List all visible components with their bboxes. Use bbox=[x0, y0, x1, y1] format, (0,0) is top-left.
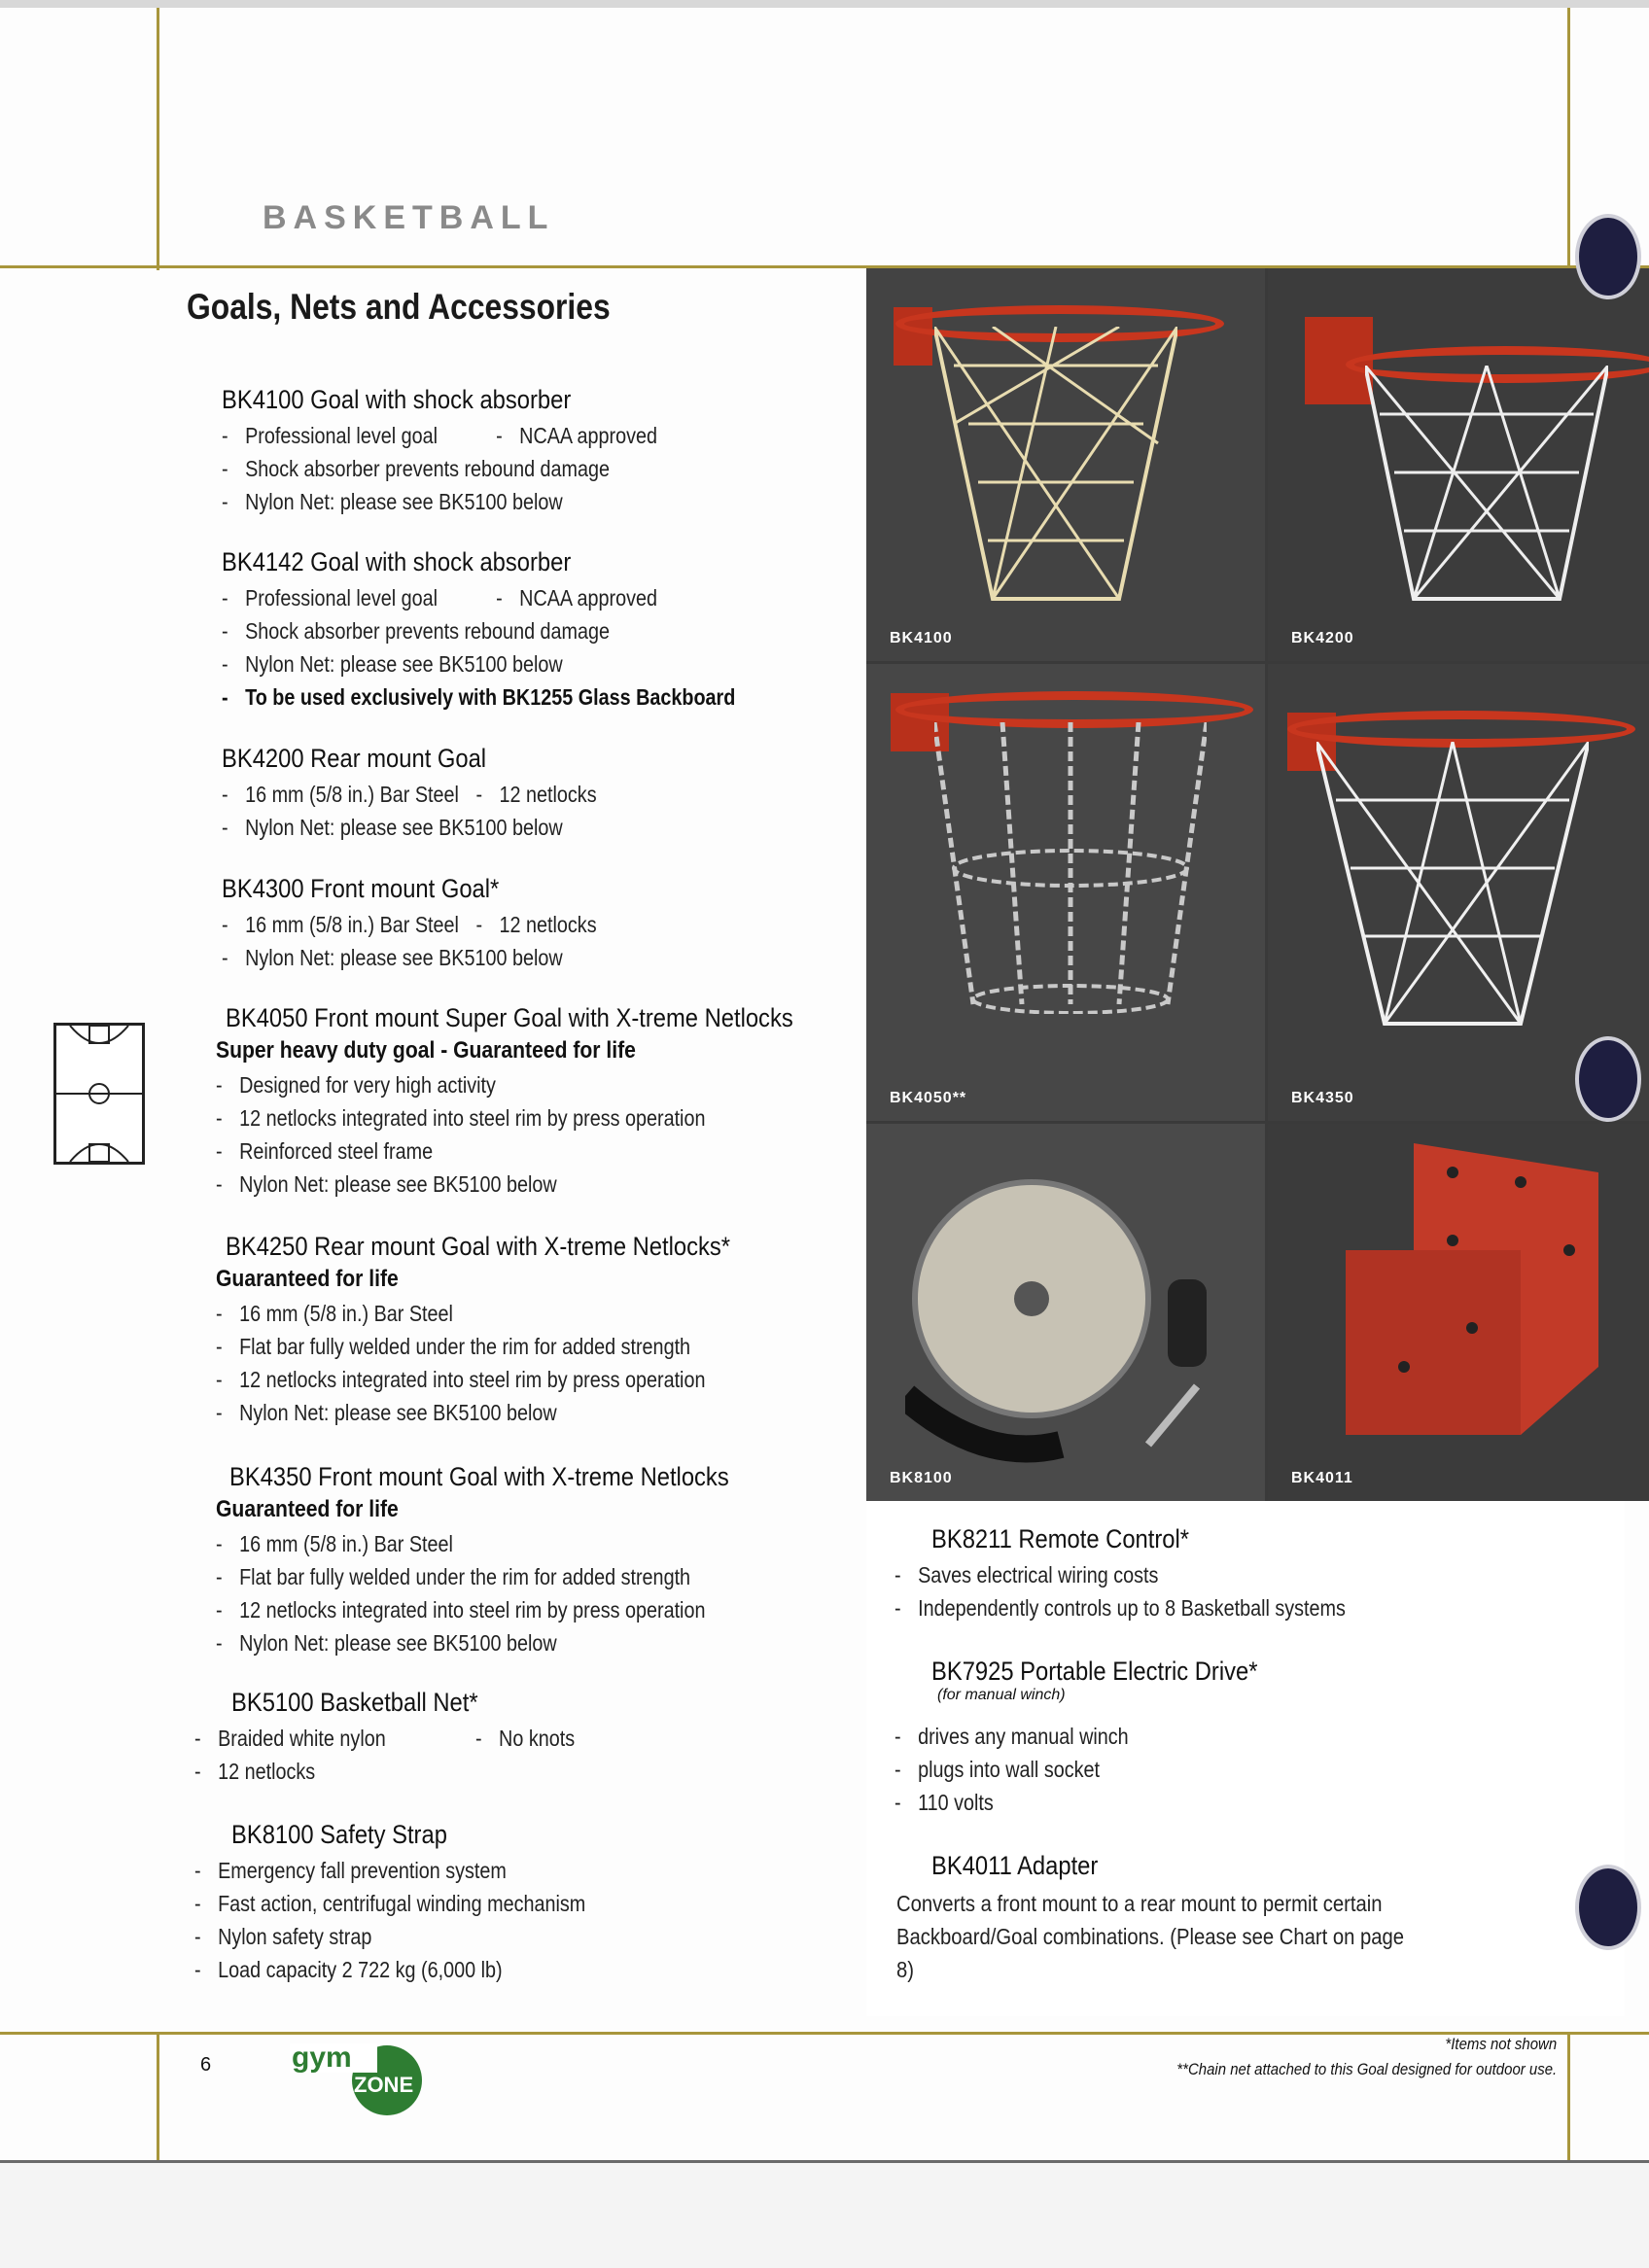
bullet: - Braided white nylon - No knots bbox=[194, 1726, 576, 1751]
product-title: BK4200 Rear mount Goal bbox=[222, 744, 487, 773]
product-bk4350 bbox=[216, 1462, 797, 1659]
bullet: - Nylon Net: please see BK5100 below bbox=[216, 1400, 557, 1425]
bullet: - Nylon Net: please see BK5100 below bbox=[216, 1630, 557, 1656]
chain-net-icon bbox=[934, 722, 1207, 1014]
gold-rule-left-top bbox=[157, 8, 159, 270]
scan-edge bbox=[0, 0, 1649, 8]
bullet: - Nylon Net: please see BK5100 below bbox=[222, 651, 563, 677]
bullet: - 12 netlocks integrated into steel rim by press operation bbox=[216, 1105, 706, 1131]
photo-bk8100 bbox=[866, 1124, 1265, 1501]
product-photo-grid bbox=[866, 268, 1649, 1501]
bullet: - Emergency fall prevention system bbox=[194, 1858, 507, 1883]
footnote-items-not-shown: *Items not shown bbox=[1445, 2035, 1557, 2053]
bullet: - To be used exclusively with BK1255 Glass Backboard bbox=[222, 684, 736, 710]
bullet: - 12 netlocks integrated into steel rim by press operation bbox=[216, 1367, 706, 1392]
bullet: - Fast action, centrifugal winding mechanism bbox=[194, 1891, 586, 1916]
gold-rule-right-bottom bbox=[1567, 2034, 1570, 2160]
page-number: 6 bbox=[200, 2054, 212, 2076]
product-bk4050 bbox=[216, 1003, 870, 1201]
product-title: BK4300 Front mount Goal* bbox=[222, 874, 500, 903]
bullet: - Saves electrical wiring costs bbox=[895, 1562, 1159, 1588]
product-subtitle: Super heavy duty goal - Guaranteed for life bbox=[216, 1037, 636, 1064]
product-subtitle: Guaranteed for life bbox=[216, 1266, 399, 1292]
bullet: - Reinforced steel frame bbox=[216, 1138, 434, 1164]
logo-text-bottom: ZONE bbox=[354, 2073, 414, 2097]
bullet: - 16 mm (5/8 in.) Bar Steel bbox=[216, 1531, 453, 1556]
product-bk7925 bbox=[895, 1657, 1302, 1819]
bullet: - Nylon Net: please see BK5100 below bbox=[216, 1171, 557, 1197]
section-title: BASKETBALL bbox=[263, 199, 555, 236]
product-bk4200 bbox=[222, 744, 618, 844]
product-title: BK5100 Basketball Net* bbox=[231, 1688, 478, 1717]
product-subtitle: Guaranteed for life bbox=[216, 1496, 399, 1522]
photo-caption: BK4200 bbox=[1291, 630, 1354, 646]
photo-caption: BK4011 bbox=[1291, 1470, 1353, 1486]
bullet: - 16 mm (5/8 in.) Bar Steel - 12 netlocks bbox=[222, 912, 597, 937]
product-bk4300 bbox=[222, 874, 618, 974]
product-title: BK4011 Adapter bbox=[931, 1851, 1099, 1880]
binder-hole bbox=[1575, 214, 1641, 299]
product-description: Converts a front mount to a rear mount to permit certain Backboard/Goal combinations. (Please see Chart on page 8) bbox=[896, 1891, 1405, 1982]
product-bk8211 bbox=[895, 1524, 1419, 1624]
photo-bk4100 bbox=[866, 268, 1265, 661]
product-title: BK4350 Front mount Goal with X-treme Netlocks bbox=[229, 1462, 729, 1491]
gold-rule-right-top bbox=[1567, 8, 1570, 270]
product-note: (for manual winch) bbox=[937, 1687, 1066, 1703]
basketball-court-icon bbox=[53, 1023, 145, 1165]
photo-bk4050 bbox=[866, 664, 1265, 1121]
bullet: - Load capacity 2 722 kg (6,000 lb) bbox=[194, 1957, 503, 1982]
bullet: - Flat bar fully welded under the rim for added strength bbox=[216, 1334, 691, 1359]
gold-rule-left-bottom bbox=[157, 2034, 159, 2160]
bullet: - 12 netlocks bbox=[194, 1759, 316, 1784]
bullet: - 16 mm (5/8 in.) Bar Steel bbox=[216, 1301, 453, 1326]
bullet: - 16 mm (5/8 in.) Bar Steel - 12 netlocks bbox=[222, 782, 597, 807]
photo-bk4011 bbox=[1268, 1124, 1649, 1501]
binder-hole bbox=[1575, 1036, 1641, 1122]
product-bk8100 bbox=[194, 1820, 649, 1986]
page-heading: Goals, Nets and Accessories bbox=[187, 287, 611, 327]
photo-caption: BK4100 bbox=[890, 630, 953, 646]
product-title: BK4142 Goal with shock absorber bbox=[222, 547, 572, 576]
net-icon bbox=[934, 327, 1177, 609]
bullet: - Nylon Net: please see BK5100 below bbox=[222, 489, 563, 514]
product-title: BK8100 Safety Strap bbox=[231, 1820, 447, 1849]
bullet: - Flat bar fully welded under the rim for added strength bbox=[216, 1564, 691, 1589]
product-bk5100 bbox=[194, 1688, 576, 1788]
product-title: BK4050 Front mount Super Goal with X-treme Netlocks bbox=[226, 1003, 793, 1032]
footer-notes bbox=[1176, 2032, 1557, 2082]
bullet: - Nylon Net: please see BK5100 below bbox=[222, 815, 563, 840]
product-bk4011 bbox=[896, 1851, 1480, 1986]
bullet: - Designed for very high activity bbox=[216, 1072, 496, 1098]
adapter-plate-icon bbox=[1326, 1143, 1618, 1474]
bullet: - Shock absorber prevents rebound damage bbox=[222, 456, 611, 481]
bullet: - Nylon Net: please see BK5100 below bbox=[222, 945, 563, 970]
bullet: - Independently controls up to 8 Basketball systems bbox=[895, 1595, 1346, 1621]
product-title: BK7925 Portable Electric Drive* bbox=[931, 1657, 1258, 1686]
net-icon bbox=[1316, 742, 1589, 1033]
logo-text-top: gym bbox=[292, 2041, 352, 2074]
product-bk4142 bbox=[222, 547, 819, 714]
bullet: - drives any manual winch bbox=[895, 1724, 1129, 1749]
safety-strap-icon bbox=[905, 1153, 1236, 1474]
photo-bk4200 bbox=[1268, 268, 1649, 661]
product-bk4100 bbox=[222, 385, 673, 518]
product-title: BK4250 Rear mount Goal with X-treme Netlocks* bbox=[226, 1232, 730, 1261]
photo-caption: BK4350 bbox=[1291, 1090, 1354, 1106]
bullet: - Professional level goal - NCAA approved bbox=[222, 585, 658, 611]
net-icon bbox=[1365, 366, 1608, 609]
bullet: - Shock absorber prevents rebound damage bbox=[222, 618, 611, 644]
bullet: - Nylon safety strap bbox=[194, 1924, 372, 1949]
scan-margin bbox=[0, 2163, 1649, 2268]
bullet: - plugs into wall socket bbox=[895, 1757, 1100, 1782]
bullet: - 12 netlocks integrated into steel rim by press operation bbox=[216, 1597, 706, 1622]
bullet: - Professional level goal - NCAA approved bbox=[222, 423, 658, 448]
bullet: - 110 volts bbox=[895, 1790, 994, 1815]
product-title: BK8211 Remote Control* bbox=[931, 1524, 1190, 1553]
footnote-chain-net: **Chain net attached to this Goal designed for outdoor use. bbox=[1176, 2060, 1557, 2078]
gymzone-logo bbox=[290, 2040, 431, 2122]
binder-hole bbox=[1575, 1865, 1641, 1950]
photo-caption: BK8100 bbox=[890, 1470, 953, 1486]
product-bk4250 bbox=[216, 1232, 799, 1429]
product-title: BK4100 Goal with shock absorber bbox=[222, 385, 572, 414]
photo-caption: BK4050** bbox=[890, 1090, 967, 1106]
